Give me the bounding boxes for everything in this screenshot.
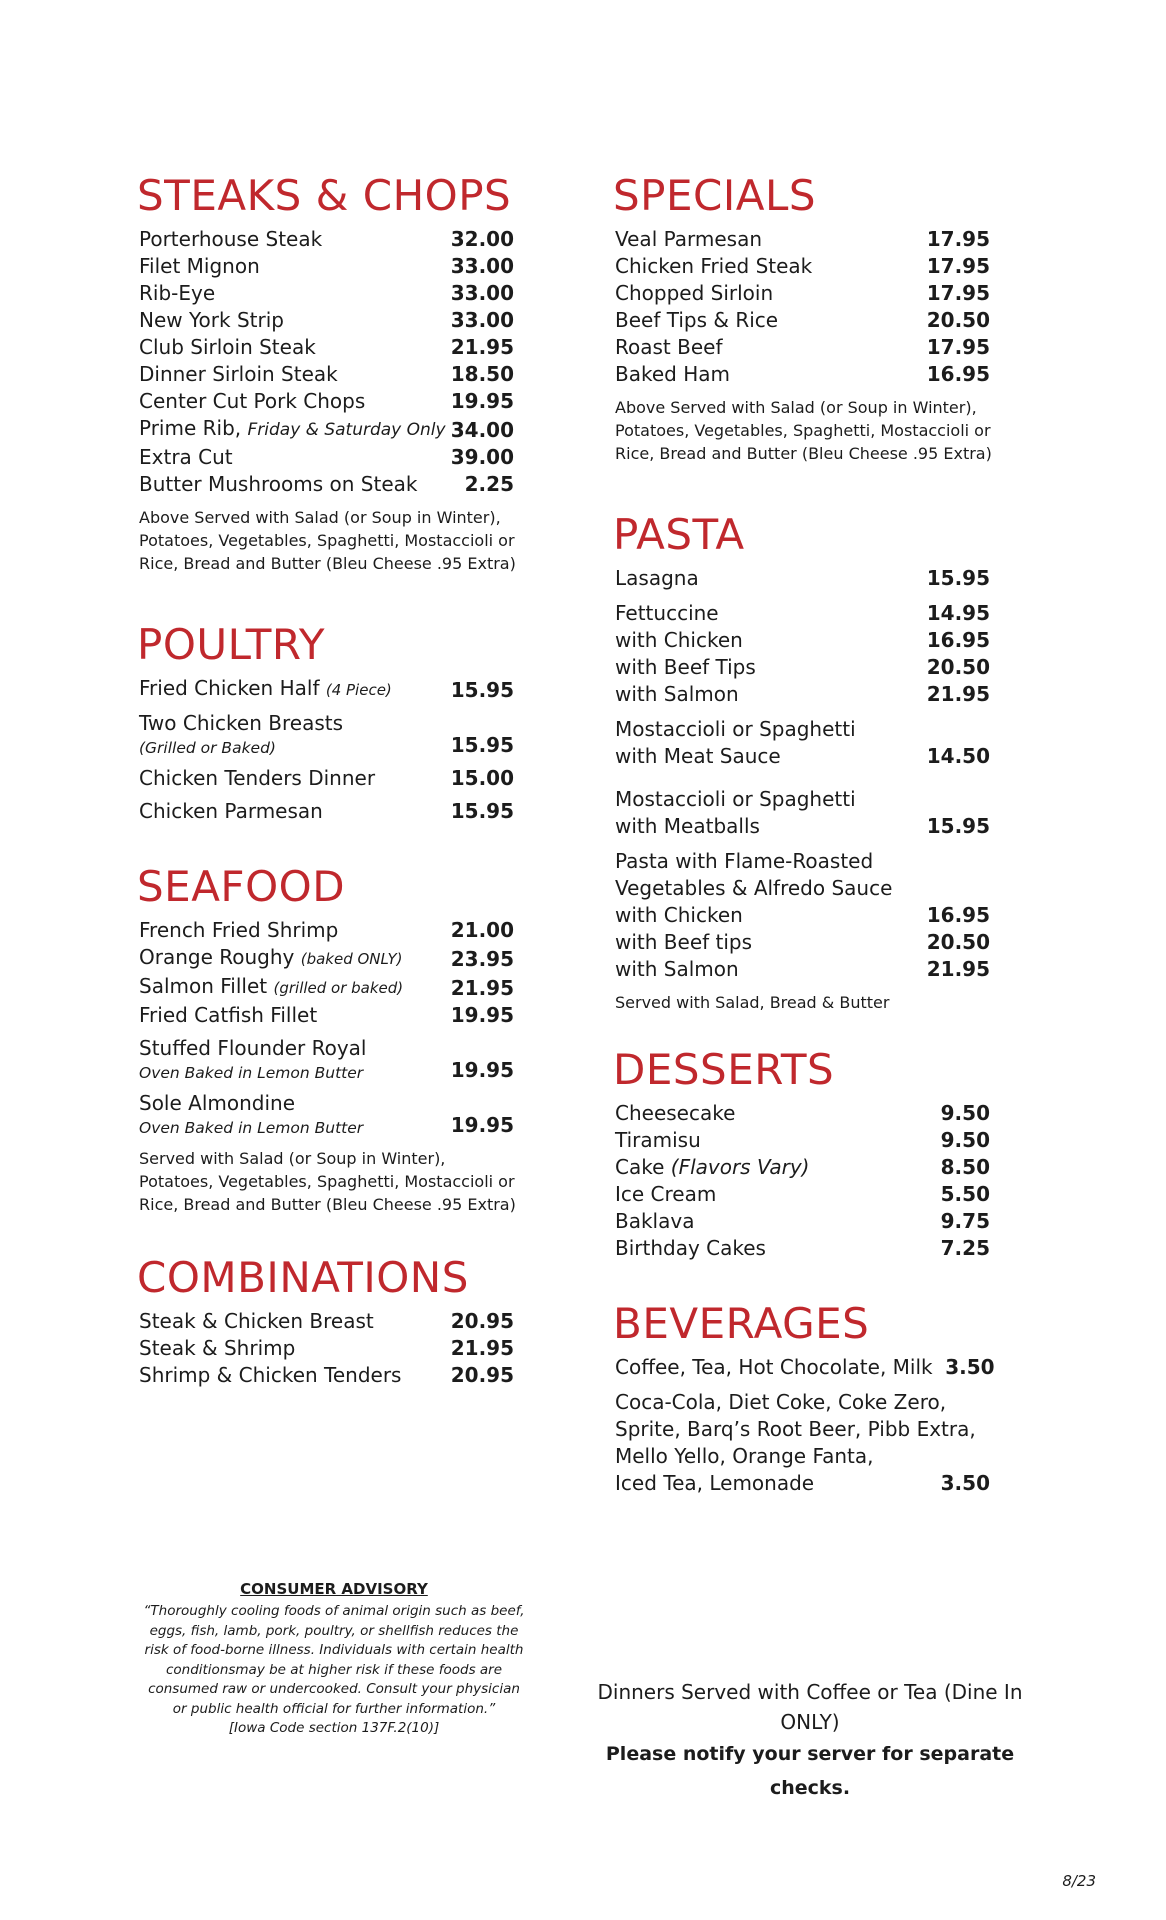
item-name: Filet Mignon (139, 254, 260, 278)
item-name: Chopped Sirloin (615, 281, 774, 305)
item-price: 33.00 (450, 254, 514, 278)
item-sub: Oven Baked in Lemon Butter (139, 1064, 364, 1082)
menu-item (139, 675, 514, 704)
item-name: Ice Cream (615, 1182, 717, 1206)
served-note (139, 1147, 514, 1216)
served-line: Above Served with Salad (or Soup in Winter), (615, 398, 977, 417)
served-note (615, 991, 990, 1014)
item-name: with Meatballs (615, 814, 760, 838)
served-line: Rice, Bread and Butter (Bleu Cheese .95 Extra) (139, 1195, 516, 1214)
item-name: Lasagna (615, 566, 699, 590)
menu-item (139, 361, 514, 388)
menu-item (139, 765, 514, 792)
item-price: 9.50 (940, 1128, 990, 1152)
menu-item (139, 1362, 514, 1389)
menu-item (615, 1208, 990, 1235)
menu-item (139, 253, 514, 280)
item-name: Chicken Parmesan (139, 799, 323, 823)
item-name-text: Sole Almondine (139, 1091, 296, 1115)
menu-item (615, 280, 990, 307)
item-price: 20.95 (450, 1363, 514, 1387)
section-title-seafood: SEAFOOD (137, 862, 346, 911)
section-title-desserts: DESSERTS (613, 1045, 835, 1094)
pasta-flame-roasted (615, 848, 990, 902)
menu-item (139, 944, 514, 973)
menu-item (615, 334, 990, 361)
item-price: 20.50 (926, 930, 990, 954)
served-line: Potatoes, Vegetables, Spaghetti, Mostaccioli or (139, 1172, 515, 1191)
menu-item (139, 307, 514, 334)
menu-item (615, 1470, 990, 1497)
menu-item (139, 973, 514, 1002)
item-name: with Beef tips (615, 930, 753, 954)
menu-item (615, 681, 990, 708)
served-line: Potatoes, Vegetables, Spaghetti, Mostaccioli or (139, 531, 515, 550)
item-price: 15.95 (926, 566, 990, 590)
served-note (139, 506, 514, 575)
section-title-beverages: BEVERAGES (613, 1299, 870, 1348)
section-title-poultry: POULTRY (137, 620, 326, 669)
advisory-line: consumed raw or undercooked. Consult your physician (148, 1681, 520, 1697)
item-name (615, 1154, 928, 1181)
seafood-section (139, 861, 514, 1216)
item-name-text: Cake (615, 1155, 665, 1179)
item-name-text: Stuffed Flounder Royal (139, 1036, 367, 1060)
item-price: 15.95 (926, 814, 990, 838)
item-name: with Meat Sauce (615, 744, 781, 768)
item-name (139, 944, 451, 973)
item-name: Mostaccioli or Spaghetti (615, 787, 856, 811)
item-price: 19.95 (450, 1058, 514, 1082)
item-name: New York Strip (139, 308, 284, 332)
menu-item (139, 1002, 514, 1029)
menu-item (615, 1127, 990, 1154)
item-name (139, 973, 451, 1002)
item-price: 16.95 (926, 362, 990, 386)
item-price: 16.95 (926, 628, 990, 652)
item-price: 20.50 (926, 308, 990, 332)
item-name: Center Cut Pork Chops (139, 389, 366, 413)
menu-item (139, 444, 514, 471)
item-price: 8.50 (940, 1155, 990, 1179)
pasta-meatballs (615, 786, 990, 813)
advisory-body (139, 1602, 529, 1739)
item-price: 2.25 (464, 472, 514, 496)
item-name: Beef Tips & Rice (615, 308, 779, 332)
item-name-text: Prime Rib, (139, 416, 242, 440)
menu-item (139, 917, 514, 944)
item-name: Tiramisu (615, 1128, 701, 1152)
menu-item (139, 798, 514, 825)
item-name: with Salmon (615, 682, 739, 706)
item-price: 15.95 (450, 733, 514, 757)
item-name-text: Salmon Fillet (139, 974, 268, 998)
item-note: Friday & Saturday Only (247, 420, 446, 440)
item-name: Sprite, Barq’s Root Beer, Pibb Extra, (615, 1417, 976, 1441)
item-name: Extra Cut (139, 445, 233, 469)
item-name: Chicken Tenders Dinner (139, 766, 376, 790)
menu-item (615, 929, 990, 956)
advisory-line: risk of food-borne illness. Individuals with certain health (144, 1642, 524, 1658)
item-name: with Salmon (615, 957, 739, 981)
menu-item (615, 253, 990, 280)
item-price: 9.75 (940, 1209, 990, 1233)
menu-item (139, 710, 514, 759)
section-title-combinations: COMBINATIONS (137, 1253, 469, 1302)
consumer-advisory (139, 1580, 529, 1739)
item-price: 5.50 (940, 1182, 990, 1206)
item-price: 21.95 (450, 976, 514, 1000)
menu-item (139, 280, 514, 307)
section-title-steaks: STEAKS & CHOPS (137, 171, 512, 220)
menu-item (139, 1308, 514, 1335)
item-price: 15.95 (450, 678, 514, 702)
menu-item (615, 361, 990, 388)
menu-item (139, 334, 514, 361)
advisory-line: eggs, fish, lamb, pork, poultry, or shellfish reduces the (149, 1622, 519, 1639)
menu-item (615, 956, 990, 983)
item-price: 16.95 (926, 903, 990, 927)
beverages-section (613, 1298, 995, 1497)
item-price: 3.50 (945, 1355, 995, 1379)
pasta-section (615, 509, 990, 1014)
footer-checks-note: Please notify your server for separate checks. (605, 1743, 1015, 1799)
item-price: 21.00 (450, 918, 514, 942)
item-name-text: Fried Chicken Half (139, 676, 320, 700)
item-name: Rib-Eye (139, 281, 216, 305)
item-name: Pasta with Flame-Roasted (615, 849, 874, 873)
item-price: 17.95 (926, 254, 990, 278)
menu-item (139, 471, 514, 498)
menu-item (615, 1181, 990, 1208)
item-name: Shrimp & Chicken Tenders (139, 1363, 402, 1387)
served-line: Rice, Bread and Butter (Bleu Cheese .95 Extra) (615, 444, 992, 463)
right-column (613, 170, 995, 1497)
menu-item (139, 388, 514, 415)
item-name: Fettuccine (615, 601, 719, 625)
item-sub: (Grilled or Baked) (139, 739, 276, 757)
soda-list (615, 1389, 990, 1470)
item-name (139, 1090, 451, 1139)
combinations-section (139, 1252, 514, 1389)
advisory-title: CONSUMER ADVISORY (240, 1580, 428, 1598)
item-price: 19.95 (450, 389, 514, 413)
item-price: 17.95 (926, 335, 990, 359)
item-name: with Chicken (615, 628, 743, 652)
item-name: Baked Ham (615, 362, 730, 386)
pasta-meat-sauce (615, 716, 990, 743)
served-line: Rice, Bread and Butter (Bleu Cheese .95 Extra) (139, 554, 516, 573)
advisory-line: “Thoroughly cooling foods of animal origin such as beef, (143, 1603, 525, 1619)
item-name (139, 1035, 451, 1084)
item-note: (Flavors Vary) (670, 1155, 810, 1179)
served-note (615, 396, 990, 465)
item-name (139, 675, 451, 704)
menu-date: 8/23 (1062, 1872, 1096, 1890)
menu-item (615, 743, 990, 770)
item-price: 18.50 (450, 362, 514, 386)
menu-item (615, 627, 990, 654)
item-price: 21.95 (926, 682, 990, 706)
specials-section (615, 170, 990, 465)
item-name: with Chicken (615, 903, 743, 927)
item-price: 20.50 (926, 655, 990, 679)
steaks-section (139, 170, 514, 575)
section-title-pasta: PASTA (613, 510, 745, 559)
section-title-specials: SPECIALS (613, 171, 817, 220)
item-name: Cheesecake (615, 1101, 736, 1125)
item-name-text: Orange Roughy (139, 945, 295, 969)
item-price: 32.00 (450, 227, 514, 251)
item-price: 3.50 (940, 1471, 990, 1495)
item-price: 19.95 (450, 1003, 514, 1027)
menu-item (615, 654, 990, 681)
menu-item (139, 415, 514, 444)
item-note: (grilled or baked) (273, 979, 404, 997)
item-name: French Fried Shrimp (139, 918, 339, 942)
item-name: Iced Tea, Lemonade (615, 1471, 815, 1495)
item-name: Club Sirloin Steak (139, 335, 316, 359)
advisory-line: conditionsmay be at higher risk if these foods are (165, 1661, 503, 1678)
item-name: Fried Catfish Fillet (139, 1003, 318, 1027)
item-name: Coffee, Tea, Hot Chocolate, Milk (615, 1355, 933, 1379)
item-name: Butter Mushrooms on Steak (139, 472, 418, 496)
item-name (139, 415, 451, 444)
item-name: Mostaccioli or Spaghetti (615, 717, 856, 741)
item-name: Veal Parmesan (615, 227, 763, 251)
item-price: 21.95 (926, 957, 990, 981)
item-price: 34.00 (450, 418, 514, 442)
item-name: Steak & Chicken Breast (139, 1309, 374, 1333)
item-price: 20.95 (450, 1309, 514, 1333)
item-price: 33.00 (450, 281, 514, 305)
served-line: Potatoes, Vegetables, Spaghetti, Mostaccioli or (615, 421, 991, 440)
item-price: 39.00 (450, 445, 514, 469)
item-name: Baklava (615, 1209, 695, 1233)
item-price: 21.95 (450, 335, 514, 359)
item-name: Dinner Sirloin Steak (139, 362, 338, 386)
item-name (139, 710, 451, 759)
menu-item (615, 226, 990, 253)
item-price: 14.50 (926, 744, 990, 768)
footer (570, 1677, 1050, 1805)
menu-item (139, 1335, 514, 1362)
item-price: 7.25 (940, 1236, 990, 1260)
menu-item (615, 813, 990, 840)
item-price: 15.95 (450, 799, 514, 823)
advisory-line: or public health official for further information.” (172, 1700, 496, 1717)
item-name: Coca-Cola, Diet Coke, Coke Zero, (615, 1390, 947, 1414)
advisory-line: [Iowa Code section 137F.2(10)] (228, 1720, 440, 1736)
item-price: 21.95 (450, 1336, 514, 1360)
menu-item (615, 1154, 990, 1181)
menu-item (139, 226, 514, 253)
poultry-section (139, 619, 514, 825)
item-price: 15.00 (450, 766, 514, 790)
item-note: (4 Piece) (325, 681, 392, 699)
menu-item (615, 902, 990, 929)
menu-item (615, 600, 990, 627)
item-name: Roast Beef (615, 335, 723, 359)
item-name: Mello Yello, Orange Fanta, (615, 1444, 874, 1468)
item-note: (baked ONLY) (300, 950, 403, 968)
item-name: Porterhouse Steak (139, 227, 323, 251)
menu-item (615, 565, 990, 592)
item-price: 17.95 (926, 227, 990, 251)
item-name: Vegetables & Alfredo Sauce (615, 876, 893, 900)
served-line: Served with Salad, Bread & Butter (615, 993, 890, 1012)
menu-item (615, 307, 990, 334)
item-name: with Beef Tips (615, 655, 756, 679)
item-sub: Oven Baked in Lemon Butter (139, 1119, 364, 1137)
item-price: 19.95 (450, 1113, 514, 1137)
item-name: Birthday Cakes (615, 1236, 766, 1260)
desserts-section (615, 1044, 990, 1262)
item-name: Chicken Fried Steak (615, 254, 813, 278)
menu-item (139, 1090, 514, 1139)
item-price: 17.95 (926, 281, 990, 305)
item-price: 14.95 (926, 601, 990, 625)
left-column (139, 170, 514, 1389)
served-line: Served with Salad (or Soup in Winter), (139, 1149, 446, 1168)
item-price: 33.00 (450, 308, 514, 332)
menu-item (139, 1035, 514, 1084)
item-price: 23.95 (450, 947, 514, 971)
menu-item (615, 1100, 990, 1127)
served-line: Above Served with Salad (or Soup in Winter), (139, 508, 501, 527)
menu-item (615, 1235, 990, 1262)
item-name-text: Two Chicken Breasts (139, 711, 344, 735)
footer-coffee-note: Dinners Served with Coffee or Tea (Dine In ONLY) (597, 1680, 1023, 1734)
menu-item (615, 1354, 995, 1381)
item-name: Steak & Shrimp (139, 1336, 296, 1360)
item-price: 9.50 (940, 1101, 990, 1125)
